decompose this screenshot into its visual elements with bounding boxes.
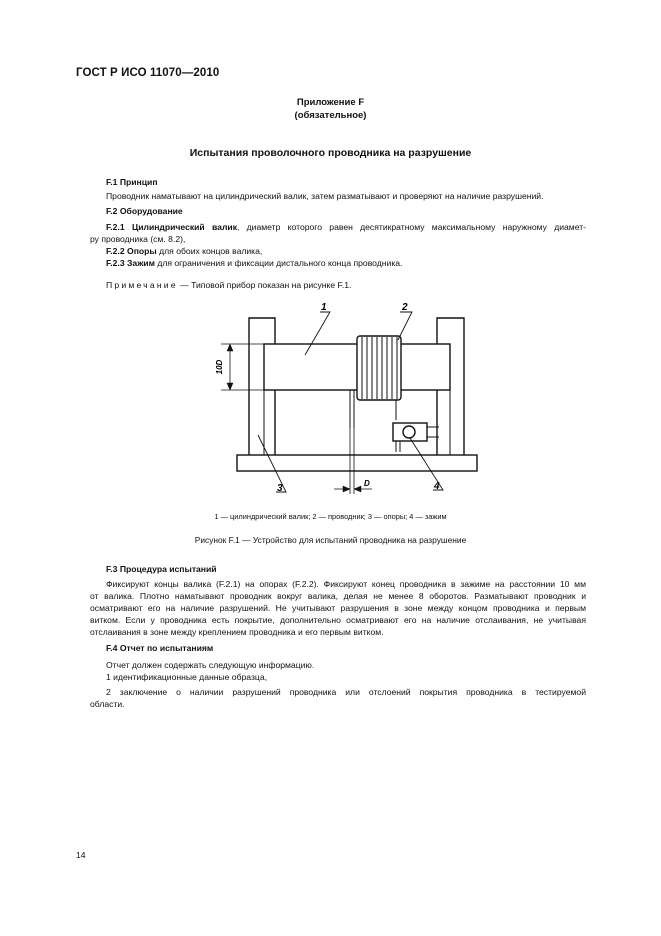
clause-f23-text: для ограничения и фиксации дистального конца проводника. <box>154 258 403 268</box>
clause-f23-number: F.2.3 <box>106 258 125 268</box>
section-f4-item2-line2: области. <box>90 699 125 709</box>
clause-f21-line2: ру проводника (см. 8.2), <box>90 234 186 244</box>
note-label: Примечание <box>106 280 178 290</box>
section-f1-heading: F.1 Принцип <box>106 177 158 187</box>
clause-f21-text: , диаметр которого равен десятикратному максимальному наружному диамет- <box>237 222 586 232</box>
annex-title: Приложение F <box>296 97 365 108</box>
section-f1-text: Проводник наматывают на цилиндрический валик, затем разматывают и проверяют на наличие разрушений. <box>106 191 544 201</box>
clause-f22-text: для обоих концов валика, <box>156 246 263 256</box>
figure-caption <box>0 535 661 545</box>
clause-f22-number: F.2.2 <box>106 246 125 256</box>
base-plate <box>237 455 477 471</box>
annex-status: (обязательное) <box>294 110 367 121</box>
figure-legend: 1 — цилиндрический валик; 2 — проводник; 3 — опоры; 4 — зажим <box>214 512 447 521</box>
section-f4-intro: Отчет должен содержать следующую информацию. <box>106 660 315 670</box>
section-f4-item1: 1 идентификационные данные образца, <box>106 672 268 682</box>
section-f3-line1: Фиксируют концы валика (F.2.1) на опорах (F.2.2). Фиксируют конец проводника в зажиме на расстоянии 10 мм <box>106 579 586 589</box>
figure-label-1: 1 <box>321 302 327 313</box>
page-number: 14 <box>76 850 86 860</box>
figure-caption-prefix: Рисунок <box>194 535 227 545</box>
leader-2 <box>398 312 412 340</box>
figure-label-4: 4 <box>434 481 440 492</box>
page-title: Испытания проволочного проводника на разрушение <box>189 147 472 159</box>
section-f3-line4: витком. Если у проводника есть покрытие, дополнительно осматривают его на наличие отслаивания, не учитывая <box>90 615 586 625</box>
section-f4-heading: F.4 Отчет по испытаниям <box>106 643 214 653</box>
figure-label-2: 2 <box>402 302 408 313</box>
document-header: ГОСТ Р ИСО 11070—2010 <box>76 67 220 79</box>
clause-f23-term: Зажим <box>127 258 155 268</box>
clause-f22-term: Опоры <box>127 246 157 256</box>
dim-d-label: D <box>364 479 370 488</box>
wire-tail <box>350 390 354 428</box>
clause-f21-number: F.2.1 <box>106 222 125 232</box>
section-f3-heading: F.3 Процедура испытаний <box>106 564 217 574</box>
section-f3-line2: от валика. Плотно наматывают проводник вокруг валика, делая не менее 8 оборотов. Разматывают проводник и <box>90 591 586 601</box>
clause-f21-term: Цилиндрический валик <box>131 222 237 232</box>
section-f3-line3: осматривают его на наличие разрушений. Не учитывают разрушения в зоне между концом проводника и первым <box>90 603 586 613</box>
section-f2-heading: F.2 Оборудование <box>106 206 183 216</box>
dim-10d-label: 10D <box>215 359 224 375</box>
section-f3-line5: отслаивания в зоне между креплением проводника и его первым витком. <box>90 627 384 637</box>
figure-label-3: 3 <box>277 483 283 494</box>
figure-caption-text: F.1 — Устройство для испытаний проводника на разрушение <box>226 535 467 545</box>
note-text: — Типовой прибор показан на рисунке F.1. <box>177 280 352 290</box>
section-f4-item2-line1: 2 заключение о наличии разрушений проводника или отслоений покрытия проводника в тестируемой <box>106 687 586 697</box>
wire-coil <box>357 336 401 400</box>
